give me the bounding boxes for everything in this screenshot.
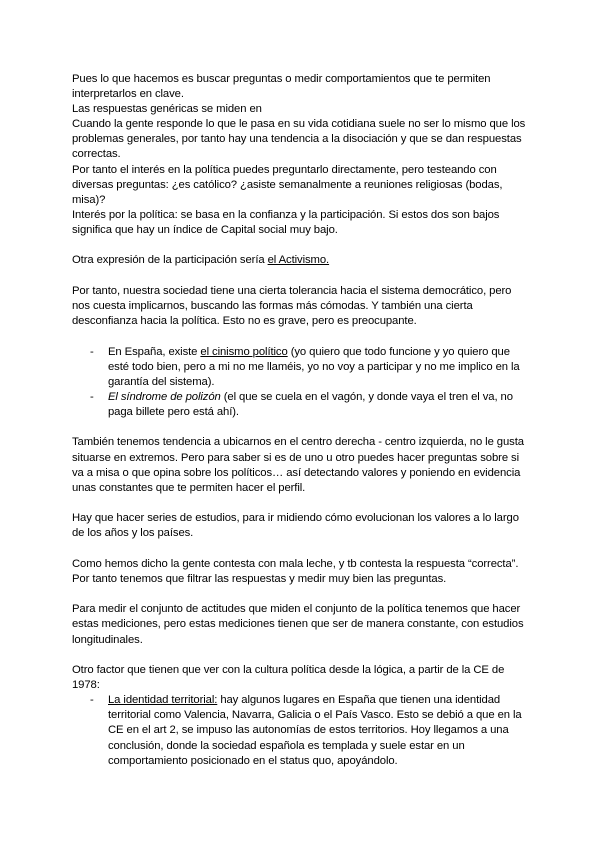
paragraph-tolerancia: Por tanto, nuestra sociedad tiene una cierta tolerancia hacia el sistema democrático, pero nos cuesta implicarnos, buscando las formas más cómodas. Y también una cierta desconfianza hacia la política. Esto no es grave, pero es preocupante. [72, 284, 512, 328]
spacer [72, 420, 530, 435]
polizon-rest: (el que se cuela en el vagón, y donde vaya el tren el va, no paga billete pero está ahí). [108, 390, 513, 418]
list-item-identidad [72, 693, 530, 768]
spacer [72, 496, 530, 511]
document-page [72, 72, 530, 769]
list-item-cinismo [72, 345, 530, 390]
dash-bullet: - [90, 694, 94, 707]
polizon-term: El síndrome de polizón [108, 390, 221, 403]
paragraph-capital-social: Interés por la política: se basa en la confianza y la participación. Si estos dos son bajos significa que hay un índice de Capital social muy bajo. [72, 208, 500, 236]
paragraph-respuestas-genericas: Las respuestas genéricas se miden en [72, 103, 262, 116]
paragraph-preguntas: Pues lo que hacemos es buscar preguntas o medir comportamientos que te permiten interpretarlos en clave. [72, 73, 491, 101]
list-factores [72, 693, 530, 768]
cinismo-rest: (yo quiero que todo funcione y yo quiero que esté todo bien, pero a mi no me llaméis, yo no voy a participar y no me implico en la garantía del sistema). [108, 345, 520, 388]
identidad-term: La identidad territorial: [108, 694, 218, 707]
paragraph-activismo [72, 253, 530, 268]
paragraph-centro: También tenemos tendencia a ubicarnos en el centro derecha - centro izquierda, no le gusta situarse en extremos. Pero para saber si es de uno u otro puedes hacer preguntas sobre si va a misa o que opina sobre los políticos… así detectando valores y poniendo en evidencia unas constantes que te permiten hacer el perfil. [72, 436, 524, 494]
paragraph-actitudes: Para medir el conjunto de actitudes que miden el conjunto de la política tenemos que hacer estas mediciones, pero estas mediciones tienen que ser de manera constante, con estudios longitudinales. [72, 603, 524, 646]
paragraph-vida-cotidiana: Cuando la gente responde lo que le pasa en su vida cotidiana suele no ser lo mismo que los problemas generales, por tanto hay una tendencia a la disociación y que se dan respuestas correctas. [72, 118, 526, 161]
spacer [72, 329, 530, 344]
dash-bullet: - [90, 390, 94, 403]
paragraph-series: Hay que hacer series de estudios, para ir midiendo cómo evolucionan los valores a lo largo de los años y los países. [72, 512, 519, 540]
cinismo-term: el cinismo político [200, 345, 288, 358]
activismo-term: el Activismo. [267, 254, 330, 267]
spacer [72, 541, 530, 556]
paragraph-mala-leche: Como hemos dicho la gente contesta con mala leche, y tb contesta la respuesta “correcta”. Por tanto tenemos que filtrar las respuestas y medir muy bien las preguntas. [72, 557, 519, 585]
spacer [72, 269, 530, 284]
cinismo-prefix: En España, existe [108, 345, 201, 358]
dash-bullet: - [90, 345, 94, 358]
list-item-polizon [72, 390, 530, 420]
paragraph-factor: Otro factor que tienen que ver con la cultura política desde la lógica, a partir de la CE de 1978: [72, 664, 505, 692]
identidad-rest: hay algunos lugares en España que tienen una identidad territorial como Valencia, Navarra, Galicia o el País Vasco. Esto se debió a que en la CE en el art 2, se impuso las autonomías de estos territorios. Hoy llegamos a una conclusión, donde la sociedad española es templada y suele estar en un comportamiento posicionado en el status quo, apoyándolo. [108, 694, 522, 767]
activismo-prefix: Otra expresión de la participación sería [72, 254, 268, 267]
list-actitudes [72, 345, 530, 420]
paragraph-interes-politica: Por tanto el interés en la política puedes preguntarlo directamente, pero testeando con diversas preguntas: ¿es católico? ¿asiste semanalmente a reuniones religiosas (bodas, misa)? [72, 163, 503, 206]
spacer [72, 238, 530, 253]
spacer [72, 587, 530, 602]
spacer [72, 648, 530, 663]
